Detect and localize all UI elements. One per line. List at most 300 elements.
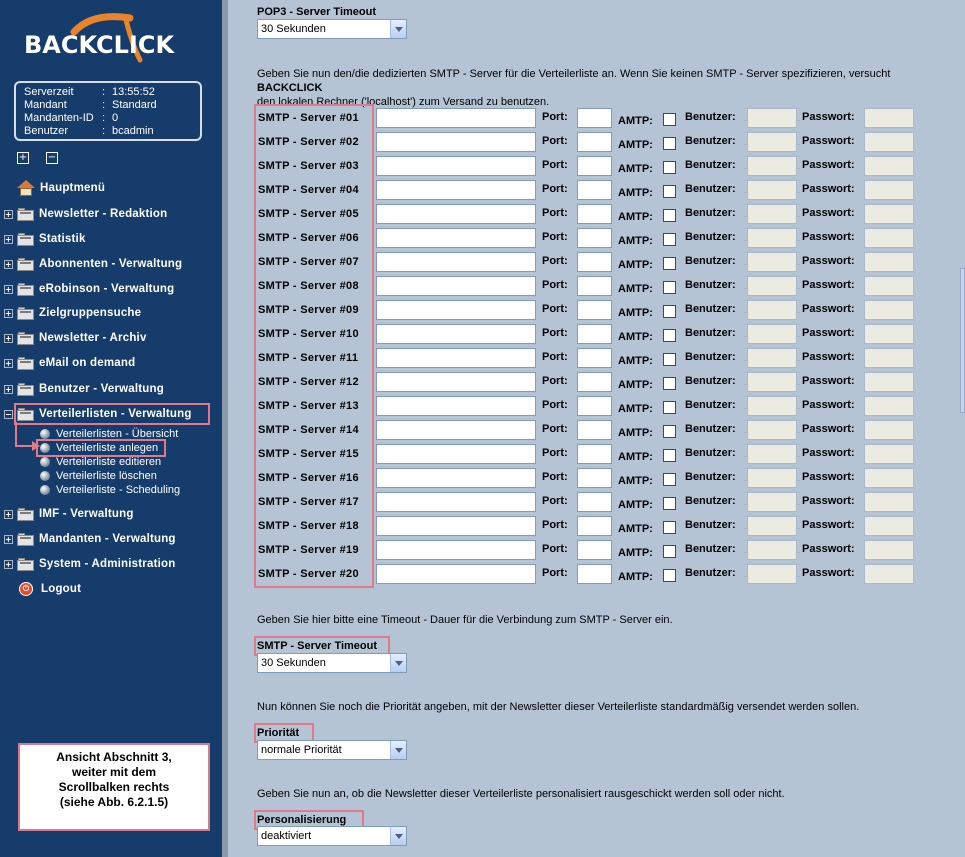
menu-item-mandanten-verwaltung[interactable]: + Mandanten - Verwaltung (5, 533, 176, 545)
smtp-server-label: SMTP - Server #19 (258, 544, 359, 556)
expand-all-button[interactable]: + (18, 152, 28, 163)
amtp-checkbox[interactable] (663, 281, 676, 294)
port-input[interactable] (577, 444, 612, 464)
menu-item-abonnenten-verwaltung[interactable]: + Abonnenten - Verwaltung (5, 258, 183, 270)
port-label: Port: (542, 495, 568, 507)
smtp-server-label: SMTP - Server #02 (258, 136, 359, 148)
amtp-checkbox[interactable] (663, 497, 676, 510)
port-label: Port: (542, 303, 568, 315)
amtp-checkbox[interactable] (663, 329, 676, 342)
password-label: Passwort: (802, 111, 855, 123)
smtp-server-label: SMTP - Server #12 (258, 376, 359, 388)
folder-icon (17, 532, 35, 546)
smtp-server-label: SMTP - Server #15 (258, 448, 359, 460)
user-label: Benutzer: (685, 519, 736, 531)
user-label: Benutzer: (685, 423, 736, 435)
password-label: Passwort: (802, 471, 855, 483)
user-label: Benutzer: (685, 471, 736, 483)
user-label: Benutzer: (685, 159, 736, 171)
smtp-host-input[interactable] (376, 276, 536, 296)
port-label: Port: (542, 567, 568, 579)
session-info-box (14, 81, 202, 141)
smtp-server-label: SMTP - Server #07 (258, 256, 359, 268)
amtp-label: AMTP: (618, 187, 653, 199)
smtp-server-label: SMTP - Server #20 (258, 568, 359, 580)
amtp-label: AMTP: (618, 283, 653, 295)
password-label: Passwort: (802, 279, 855, 291)
submenu-item-verteilerliste-löschen[interactable]: Verteilerliste löschen (40, 469, 157, 483)
menu-item-benutzer-verwaltung[interactable]: + Benutzer - Verwaltung (5, 383, 164, 395)
smtp-host-input[interactable] (376, 372, 536, 392)
password-label: Passwort: (802, 231, 855, 243)
user-input[interactable] (747, 228, 797, 248)
user-input[interactable] (747, 180, 797, 200)
smtp-server-row (258, 156, 918, 178)
expand-icon[interactable]: + (5, 333, 12, 343)
folder-icon (17, 306, 35, 320)
smtp-server-row (258, 204, 918, 226)
user-label: Benutzer: (685, 495, 736, 507)
menu-item-newsletter-archiv[interactable]: + Newsletter - Archiv (5, 332, 147, 344)
user-label: Benutzer: (685, 303, 736, 315)
password-input[interactable] (864, 444, 914, 464)
password-label: Passwort: (802, 543, 855, 555)
expand-icon[interactable]: + (5, 534, 12, 544)
menu-item-system-administration[interactable]: + System - Administration (5, 558, 176, 570)
user-label: Benutzer: (685, 351, 736, 363)
folder-icon (17, 232, 35, 246)
port-input[interactable] (577, 540, 612, 560)
expand-icon[interactable]: + (5, 559, 12, 569)
port-input[interactable] (577, 324, 612, 344)
scrollbar-thumb[interactable] (960, 268, 965, 413)
port-label: Port: (542, 375, 568, 387)
smtp-server-label: SMTP - Server #16 (258, 472, 359, 484)
password-input[interactable] (864, 276, 914, 296)
info-row-benutzer: Benutzer : bcadmin (24, 125, 154, 137)
password-input[interactable] (864, 468, 914, 488)
port-label: Port: (542, 111, 568, 123)
folder-icon (17, 557, 35, 571)
port-label: Port: (542, 231, 568, 243)
password-label: Passwort: (802, 327, 855, 339)
smtp-timeout-label: SMTP - Server Timeout (257, 640, 378, 652)
password-input[interactable] (864, 324, 914, 344)
smtp-host-input[interactable] (376, 300, 536, 320)
amtp-label: AMTP: (618, 571, 653, 583)
port-label: Port: (542, 135, 568, 147)
port-input[interactable] (577, 252, 612, 272)
port-label: Port: (542, 207, 568, 219)
personalisation-label: Personalisierung (257, 814, 347, 826)
password-input[interactable] (864, 156, 914, 176)
smtp-server-label: SMTP - Server #06 (258, 232, 359, 244)
amtp-label: AMTP: (618, 211, 653, 223)
smtp-server-label: SMTP - Server #05 (258, 208, 359, 220)
user-label: Benutzer: (685, 399, 736, 411)
user-label: Benutzer: (685, 375, 736, 387)
password-label: Passwort: (802, 375, 855, 387)
smtp-server-row (258, 180, 918, 202)
pop3-timeout-select[interactable]: 30 Sekunden (257, 19, 407, 39)
menu-item-imf-verwaltung[interactable]: + IMF - Verwaltung (5, 508, 134, 520)
menu-item-verteilerlisten-verwaltung[interactable]: − Verteilerlisten - Verwaltung (5, 408, 192, 420)
smtp-timeout-intro: Geben Sie hier bitte eine Timeout - Dauer für die Verbindung zum SMTP - Server ein. (257, 614, 673, 626)
menu-item-logout[interactable]: ⏻ Logout (17, 580, 81, 598)
port-label: Port: (542, 183, 568, 195)
folder-icon (17, 507, 35, 521)
port-label: Port: (542, 519, 568, 531)
smtp-server-row (258, 420, 918, 442)
smtp-server-row (258, 324, 918, 346)
backclick-logo (22, 10, 182, 70)
user-input[interactable] (747, 108, 797, 128)
smtp-server-label: SMTP - Server #14 (258, 424, 359, 436)
password-label: Passwort: (802, 159, 855, 171)
smtp-host-input[interactable] (376, 444, 536, 464)
smtp-host-input[interactable] (376, 564, 536, 584)
amtp-label: AMTP: (618, 403, 653, 415)
bullet-icon (40, 485, 50, 495)
password-input[interactable] (864, 420, 914, 440)
menu-item-newsletter-redaktion[interactable]: + Newsletter - Redaktion (5, 208, 168, 220)
amtp-label: AMTP: (618, 331, 653, 343)
smtp-server-label: SMTP - Server #13 (258, 400, 359, 412)
smtp-server-row (258, 444, 918, 466)
user-label: Benutzer: (685, 543, 736, 555)
user-input[interactable] (747, 300, 797, 320)
port-label: Port: (542, 543, 568, 555)
password-label: Passwort: (802, 135, 855, 147)
smtp-host-input[interactable] (376, 156, 536, 176)
submenu-item-verteilerliste-scheduling[interactable]: Verteilerliste - Scheduling (40, 483, 180, 497)
port-label: Port: (542, 471, 568, 483)
port-input[interactable] (577, 468, 612, 488)
port-label: Port: (542, 159, 568, 171)
amtp-checkbox[interactable] (663, 137, 676, 150)
port-input[interactable] (577, 300, 612, 320)
port-input[interactable] (577, 564, 612, 584)
personalisation-select[interactable]: deaktiviert (257, 826, 407, 846)
smtp-server-row (258, 540, 918, 562)
amtp-checkbox[interactable] (663, 257, 676, 270)
password-label: Passwort: (802, 519, 855, 531)
user-label: Benutzer: (685, 447, 736, 459)
chevron-down-icon (390, 20, 406, 38)
folder-icon (17, 207, 35, 221)
expand-icon[interactable]: + (5, 509, 12, 519)
amtp-checkbox[interactable] (663, 185, 676, 198)
smtp-server-label: SMTP - Server #03 (258, 160, 359, 172)
port-label: Port: (542, 255, 568, 267)
amtp-label: AMTP: (618, 235, 653, 247)
port-label: Port: (542, 279, 568, 291)
pop3-timeout-label: POP3 - Server Timeout (257, 6, 377, 18)
port-input[interactable] (577, 156, 612, 176)
smtp-server-row (258, 516, 918, 538)
user-label: Benutzer: (685, 567, 736, 579)
password-input[interactable] (864, 492, 914, 512)
submenu-item-verteilerliste-editieren[interactable]: Verteilerliste editieren (40, 455, 161, 469)
port-label: Port: (542, 423, 568, 435)
menu-item-email-on-demand[interactable]: + eMail on demand (5, 357, 136, 369)
smtp-server-row (258, 300, 918, 322)
smtp-server-row (258, 468, 918, 490)
smtp-server-label: SMTP - Server #18 (258, 520, 359, 532)
collapse-all-button[interactable]: − (47, 152, 57, 163)
bullet-icon (40, 457, 50, 467)
priority-label: Priorität (257, 727, 300, 739)
submenu-item-verteilerliste-anlegen[interactable]: Verteilerliste anlegen (40, 441, 158, 455)
password-label: Passwort: (802, 447, 855, 459)
smtp-server-row (258, 396, 918, 418)
bullet-icon (40, 429, 50, 439)
expand-icon[interactable]: + (5, 308, 12, 318)
port-input[interactable] (577, 348, 612, 368)
amtp-checkbox[interactable] (663, 305, 676, 318)
port-label: Port: (542, 327, 568, 339)
amtp-label: AMTP: (618, 523, 653, 535)
smtp-server-label: SMTP - Server #08 (258, 280, 359, 292)
submenu-item-verteilerlisten-übersicht[interactable]: Verteilerlisten - Übersicht (40, 427, 178, 441)
personalisation-intro: Geben Sie nun an, ob die Newsletter dieser Verteilerliste personalisiert rausgeschickt werden soll oder nicht. (257, 788, 785, 800)
expand-icon[interactable]: + (5, 259, 12, 269)
port-input[interactable] (577, 420, 612, 440)
info-row-mandant: Mandant : Standard (24, 99, 157, 111)
smtp-timeout-select[interactable]: 30 Sekunden (257, 653, 407, 673)
user-input[interactable] (747, 468, 797, 488)
amtp-checkbox[interactable] (663, 209, 676, 222)
amtp-label: AMTP: (618, 307, 653, 319)
expand-icon[interactable]: + (5, 358, 12, 368)
user-label: Benutzer: (685, 111, 736, 123)
smtp-server-row (258, 228, 918, 250)
password-input[interactable] (864, 252, 914, 272)
amtp-label: AMTP: (618, 379, 653, 391)
user-label: Benutzer: (685, 231, 736, 243)
password-input[interactable] (864, 396, 914, 416)
user-input[interactable] (747, 276, 797, 296)
smtp-intro-text: Geben Sie nun den/die dedizierten SMTP - Server für die Verteilerliste an. Wenn Sie keinen SMTP - Server spezifizieren, versucht BACKCLICK den lokalen Rechner ('localhost') zum Versand zu benutzen. (257, 68, 891, 108)
smtp-server-row (258, 132, 918, 154)
amtp-checkbox[interactable] (663, 521, 676, 534)
collapse-icon[interactable]: − (5, 409, 12, 419)
amtp-checkbox[interactable] (663, 569, 676, 582)
user-label: Benutzer: (685, 255, 736, 267)
password-label: Passwort: (802, 183, 855, 195)
password-input[interactable] (864, 300, 914, 320)
port-label: Port: (542, 351, 568, 363)
smtp-server-row (258, 108, 918, 130)
password-input[interactable] (864, 228, 914, 248)
priority-select[interactable]: normale Priorität (257, 740, 407, 760)
smtp-host-input[interactable] (376, 492, 536, 512)
password-label: Passwort: (802, 567, 855, 579)
smtp-host-input[interactable] (376, 540, 536, 560)
smtp-server-label: SMTP - Server #11 (258, 352, 359, 364)
password-label: Passwort: (802, 207, 855, 219)
password-input[interactable] (864, 180, 914, 200)
smtp-host-input[interactable] (376, 468, 536, 488)
port-input[interactable] (577, 108, 612, 128)
password-label: Passwort: (802, 423, 855, 435)
user-input[interactable] (747, 252, 797, 272)
annotation-note: Ansicht Abschnitt 3, weiter mit dem Scrollbalken rechts (siehe Abb. 6.2.1.5) (18, 743, 210, 831)
smtp-server-row (258, 564, 918, 586)
port-label: Port: (542, 399, 568, 411)
logo-text: BACKCLICK (24, 31, 175, 59)
user-input[interactable] (747, 324, 797, 344)
amtp-label: AMTP: (618, 427, 653, 439)
password-label: Passwort: (802, 303, 855, 315)
amtp-checkbox[interactable] (663, 545, 676, 558)
menu-item-erobinson-verwaltung[interactable]: + eRobinson - Verwaltung (5, 283, 175, 295)
amtp-label: AMTP: (618, 475, 653, 487)
sidebar (0, 0, 222, 857)
smtp-host-input[interactable] (376, 324, 536, 344)
password-label: Passwort: (802, 495, 855, 507)
password-input[interactable] (864, 516, 914, 536)
port-input[interactable] (577, 516, 612, 536)
password-input[interactable] (864, 108, 914, 128)
smtp-host-input[interactable] (376, 396, 536, 416)
expand-icon[interactable]: + (5, 384, 12, 394)
port-input[interactable] (577, 132, 612, 152)
smtp-host-input[interactable] (376, 108, 536, 128)
smtp-host-input[interactable] (376, 348, 536, 368)
menu-item-zielgruppensuche[interactable]: + Zielgruppensuche (5, 307, 142, 319)
password-label: Passwort: (802, 399, 855, 411)
smtp-server-row (258, 252, 918, 274)
amtp-label: AMTP: (618, 355, 653, 367)
user-label: Benutzer: (685, 327, 736, 339)
user-input[interactable] (747, 372, 797, 392)
chevron-down-icon (390, 654, 406, 672)
user-input[interactable] (747, 348, 797, 368)
expand-icon[interactable]: + (5, 234, 12, 244)
password-label: Passwort: (802, 255, 855, 267)
smtp-server-row (258, 372, 918, 394)
port-input[interactable] (577, 372, 612, 392)
user-input[interactable] (747, 492, 797, 512)
tree-controls (17, 152, 58, 164)
smtp-host-input[interactable] (376, 516, 536, 536)
smtp-server-label: SMTP - Server #01 (258, 112, 359, 124)
menu-item-statistik[interactable]: + Statistik (5, 233, 86, 245)
user-input[interactable] (747, 564, 797, 584)
amtp-checkbox[interactable] (663, 401, 676, 414)
amtp-checkbox[interactable] (663, 377, 676, 390)
amtp-label: AMTP: (618, 259, 653, 271)
smtp-host-input[interactable] (376, 132, 536, 152)
amtp-label: AMTP: (618, 163, 653, 175)
user-label: Benutzer: (685, 135, 736, 147)
password-input[interactable] (864, 564, 914, 584)
port-label: Port: (542, 447, 568, 459)
smtp-server-row (258, 348, 918, 370)
password-label: Passwort: (802, 351, 855, 363)
amtp-checkbox[interactable] (663, 425, 676, 438)
folder-icon (17, 356, 35, 370)
folder-icon (17, 382, 35, 396)
smtp-server-row (258, 276, 918, 298)
password-input[interactable] (864, 132, 914, 152)
amtp-checkbox[interactable] (663, 449, 676, 462)
info-row-mandanten-id: Mandanten-ID : 0 (24, 112, 119, 124)
expand-icon[interactable]: + (5, 209, 12, 219)
amtp-label: AMTP: (618, 115, 653, 127)
port-input[interactable] (577, 204, 612, 224)
password-input[interactable] (864, 372, 914, 392)
power-icon: ⏻ (19, 582, 33, 596)
smtp-server-label: SMTP - Server #09 (258, 304, 359, 316)
priority-intro: Nun können Sie noch die Priorität angeben, mit der Newsletter dieser Verteilerliste standardmäßig versendet werden sollen. (257, 701, 860, 713)
port-input[interactable] (577, 180, 612, 200)
amtp-checkbox[interactable] (663, 353, 676, 366)
port-input[interactable] (577, 396, 612, 416)
main-content (228, 0, 965, 857)
chevron-down-icon (390, 827, 406, 845)
smtp-server-label: SMTP - Server #17 (258, 496, 359, 508)
user-label: Benutzer: (685, 279, 736, 291)
user-input[interactable] (747, 420, 797, 440)
amtp-checkbox[interactable] (663, 161, 676, 174)
user-input[interactable] (747, 444, 797, 464)
amtp-checkbox[interactable] (663, 233, 676, 246)
expand-icon[interactable]: + (5, 284, 12, 294)
folder-icon (17, 282, 35, 296)
home-icon (17, 180, 35, 196)
folder-icon (17, 257, 35, 271)
folder-icon (17, 331, 35, 345)
amtp-label: AMTP: (618, 547, 653, 559)
password-input[interactable] (864, 204, 914, 224)
smtp-host-input[interactable] (376, 420, 536, 440)
smtp-server-row (258, 492, 918, 514)
smtp-server-label: SMTP - Server #04 (258, 184, 359, 196)
bullet-icon (40, 443, 50, 453)
user-input[interactable] (747, 516, 797, 536)
bullet-icon (40, 471, 50, 481)
smtp-host-input[interactable] (376, 180, 536, 200)
user-input[interactable] (747, 396, 797, 416)
user-input[interactable] (747, 156, 797, 176)
menu-item-hauptmenue[interactable]: Hauptmenü (17, 179, 105, 197)
amtp-label: AMTP: (618, 451, 653, 463)
pointer-arrow-icon (10, 420, 44, 452)
info-row-serverzeit: Serverzeit : 13:55:52 (24, 86, 155, 98)
user-input[interactable] (747, 132, 797, 152)
user-label: Benutzer: (685, 207, 736, 219)
smtp-host-input[interactable] (376, 204, 536, 224)
user-input[interactable] (747, 540, 797, 560)
smtp-host-input[interactable] (376, 228, 536, 248)
port-input[interactable] (577, 228, 612, 248)
user-label: Benutzer: (685, 183, 736, 195)
port-input[interactable] (577, 492, 612, 512)
smtp-host-input[interactable] (376, 252, 536, 272)
amtp-checkbox[interactable] (663, 113, 676, 126)
amtp-label: AMTP: (618, 499, 653, 511)
amtp-label: AMTP: (618, 139, 653, 151)
amtp-checkbox[interactable] (663, 473, 676, 486)
password-input[interactable] (864, 348, 914, 368)
chevron-down-icon (390, 741, 406, 759)
smtp-server-label: SMTP - Server #10 (258, 328, 359, 340)
port-input[interactable] (577, 276, 612, 296)
user-input[interactable] (747, 204, 797, 224)
password-input[interactable] (864, 540, 914, 560)
